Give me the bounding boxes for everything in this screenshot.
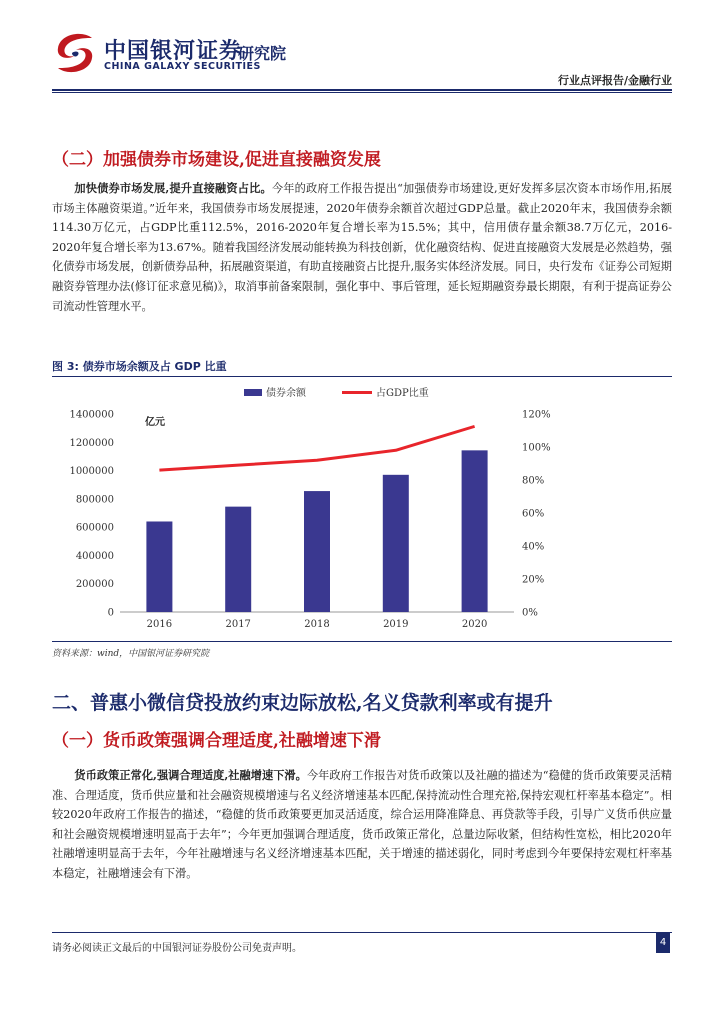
y-right-tick-label: 20% xyxy=(522,574,545,586)
section-heading-monetary-policy: （一）货币政策强调合理适度,社融增速下滑 xyxy=(52,731,381,751)
y-right-tick-label: 120% xyxy=(522,409,551,421)
paragraph-body: 今年的政府工作报告提出“加强债券市场建设,更好发挥多层次资本市场作用,拓展市场主体融资渠道。”近年来，我国债券市场发展提速，2020年债券余额首次超过GDP总量。截止2020年末，我国债券余额114.30万亿元，占GDP比重112.5%，2016-2020年复合增长率为15.5%；其中，信用债存量余额38.7万亿元，2016-2020年复合增长率为13.67%。随着我国经济发展动能转换为科技创新，优化融资结构、促进直接融资大发展是必然趋势，强化债券市场发展，创新债券品种，拓展融资渠道，有助直接融资占比提升,服务实体经济发展。同日，央行发布《证券公司短期融资券管理办法(修订征求意见稿)》，取消事前备案限制，强化事中、事后管理，延长短期融资券最长期限，有利于提高证券公司流动性管理水平。 xyxy=(52,182,672,313)
paragraph-lead: 加快债券市场发展,提升直接融资占比。 xyxy=(74,181,272,195)
y-right-tick-label: 100% xyxy=(522,442,551,454)
header-divider-thin xyxy=(52,92,672,93)
x-tick-label: 2018 xyxy=(304,619,330,630)
legend-label-bond-balance: 债券余额 xyxy=(266,388,306,399)
y-left-tick-label: 1000000 xyxy=(69,466,114,478)
figure-top-rule xyxy=(52,376,672,377)
x-tick-label: 2016 xyxy=(146,619,173,630)
y-left-tick-label: 400000 xyxy=(75,550,114,562)
paragraph-monetary-policy xyxy=(52,766,672,884)
y-left-tick-label: 600000 xyxy=(75,522,114,534)
bar-2018 xyxy=(304,491,330,612)
bar-2020 xyxy=(462,450,488,612)
y-left-tick-label: 0 xyxy=(107,607,114,619)
galaxy-logo-icon xyxy=(52,32,98,74)
institute-label: 研究院 xyxy=(238,44,287,63)
y-left-tick-label: 1400000 xyxy=(69,409,114,421)
brand-name-cn: 中国银河证券 xyxy=(104,39,243,64)
x-tick-label: 2019 xyxy=(383,619,409,630)
page-number: 4 xyxy=(656,933,670,953)
x-tick-label: 2020 xyxy=(461,619,488,630)
y-left-tick-label: 1200000 xyxy=(69,437,114,449)
bar-2019 xyxy=(383,475,409,612)
y-right-tick-label: 40% xyxy=(522,541,545,553)
paragraph-bond-market xyxy=(52,179,672,316)
x-tick-label: 2017 xyxy=(225,619,251,630)
y-left-tick-label: 800000 xyxy=(75,494,114,506)
y-right-tick-label: 0% xyxy=(522,607,538,619)
legend-label-gdp-ratio: 占GDP比重 xyxy=(376,388,429,399)
y-right-tick-label: 80% xyxy=(522,475,545,487)
document-type: 行业点评报告/金融行业 xyxy=(557,74,672,87)
bond-balance-chart xyxy=(52,378,672,640)
y-right-tick-label: 60% xyxy=(522,508,545,520)
figure-bottom-rule xyxy=(52,641,672,642)
section-heading-bond-market: （二）加强债券市场建设,促进直接融资发展 xyxy=(52,150,381,170)
brand-name-en: CHINA GALAXY SECURITIES xyxy=(104,61,261,72)
figure-title: 图 3: 债券市场余额及占 GDP 比重 xyxy=(52,360,227,373)
section-heading-micro-credit: 二、普惠小微信贷投放约束边际放松,名义贷款利率或有提升 xyxy=(52,692,553,714)
paragraph-lead: 货币政策正常化,强调合理适度,社融增速下滑。 xyxy=(74,768,307,782)
figure-source: 资料来源：wind，中国银河证券研究院 xyxy=(52,649,210,659)
y-left-tick-label: 200000 xyxy=(75,579,114,591)
header-divider xyxy=(52,89,672,91)
footer-divider xyxy=(52,932,672,933)
footer-disclaimer: 请务必阅读正文最后的中国银河证券股份公司免责声明。 xyxy=(52,943,302,954)
left-axis-unit: 亿元 xyxy=(145,417,165,428)
bar-2017 xyxy=(225,507,251,612)
bar-2016 xyxy=(146,521,172,612)
paragraph-body: 今年政府工作报告对货币政策以及社融的描述为“稳健的货币政策要灵活精准、合理适度，货币供应量和社会融资规模增速与名义经济增速基本匹配,保持流动性合理充裕,保持宏观杠杆率基本稳定”。相较2020年政府工作报告的描述，“稳健的货币政策要更加灵活适度，综合运用降准降息、再贷款等手段，引导广义货币供应量和社会融资规模增速明显高于去年”；今年更加强调合理适度，货币政策正常化，总量边际收紧，但结构性宽松，相比2020年社融增速明显高于去年，今年社融增速与名义经济增速基本匹配，关于增速的描述弱化，同时考虑到今年要保持宏观杠杆率基本稳定，社融增速会有下滑。 xyxy=(52,769,672,880)
legend-swatch-bond-balance xyxy=(244,389,262,396)
